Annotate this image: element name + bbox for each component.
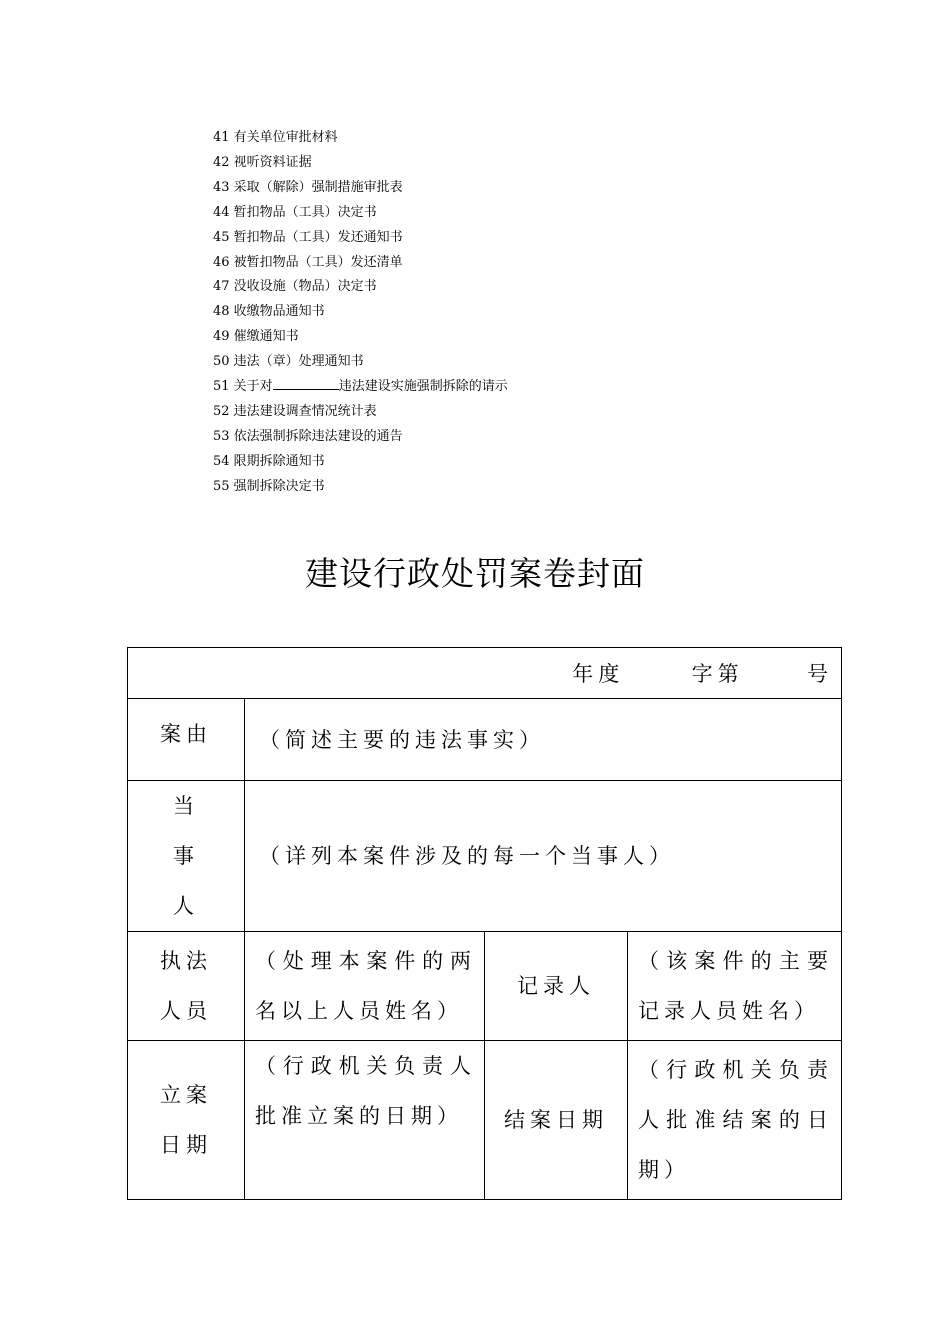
year-label: 年度 [572, 662, 625, 686]
zi-label: 字第 [691, 662, 744, 686]
item51-suffix: 违法建设实施强制拆除的请示 [338, 379, 508, 395]
party-value: （详列本案件涉及的每一个当事人） [245, 781, 842, 932]
closing-date-label: 结案日期 [485, 1041, 628, 1200]
page-title: 建设行政处罚案卷封面 [305, 554, 645, 593]
list-item-51 [213, 375, 508, 400]
list-item: 50 违法（章）处理通知书 [213, 354, 364, 370]
list-item: 52 违法建设调查情况统计表 [213, 403, 377, 419]
list-item: 54 限期拆除通知书 [213, 453, 325, 469]
case-cover-table [127, 647, 842, 1200]
case-reason-value: （简述主要的违法事实） [245, 699, 842, 781]
officer-value: （处理本案件的两名以上人员姓名） [245, 932, 485, 1041]
list-item: 43 采取（解除）强制措施审批表 [213, 179, 403, 195]
party-label: 当 事 人 [128, 781, 245, 932]
list-item: 46 被暂扣物品（工具）发还清单 [213, 254, 403, 270]
list-item: 55 强制拆除决定书 [213, 478, 325, 494]
hao-label: 号 [807, 662, 833, 686]
closing-date-value: （行政机关负责人批准结案的日期） [628, 1041, 842, 1200]
list-item: 49 催缴通知书 [213, 329, 299, 345]
filing-date-value: （行政机关负责人批准立案的日期） [245, 1041, 485, 1200]
list-item: 44 暂扣物品（工具）决定书 [213, 204, 377, 220]
officer-label: 执法 人员 [128, 932, 245, 1041]
recorder-value: （该案件的主要记录人员姓名） [628, 932, 842, 1041]
list-item: 53 依法强制拆除违法建设的通告 [213, 428, 403, 444]
case-reason-label: 案由 [128, 699, 245, 781]
list-item: 45 暂扣物品（工具）发还通知书 [213, 229, 403, 245]
file-number-row [128, 648, 842, 699]
list-item: 48 收缴物品通知书 [213, 304, 325, 320]
list-item: 42 视听资料证据 [213, 154, 312, 170]
recorder-label: 记录人 [485, 932, 628, 1041]
filing-date-label: 立案 日期 [128, 1041, 245, 1200]
fill-in-blank [273, 377, 339, 390]
document-list [213, 126, 508, 500]
list-item: 41 有关单位审批材料 [213, 130, 338, 145]
item51-prefix: 51 关于对 [213, 379, 273, 395]
list-item: 47 没收设施（物品）决定书 [213, 279, 377, 295]
